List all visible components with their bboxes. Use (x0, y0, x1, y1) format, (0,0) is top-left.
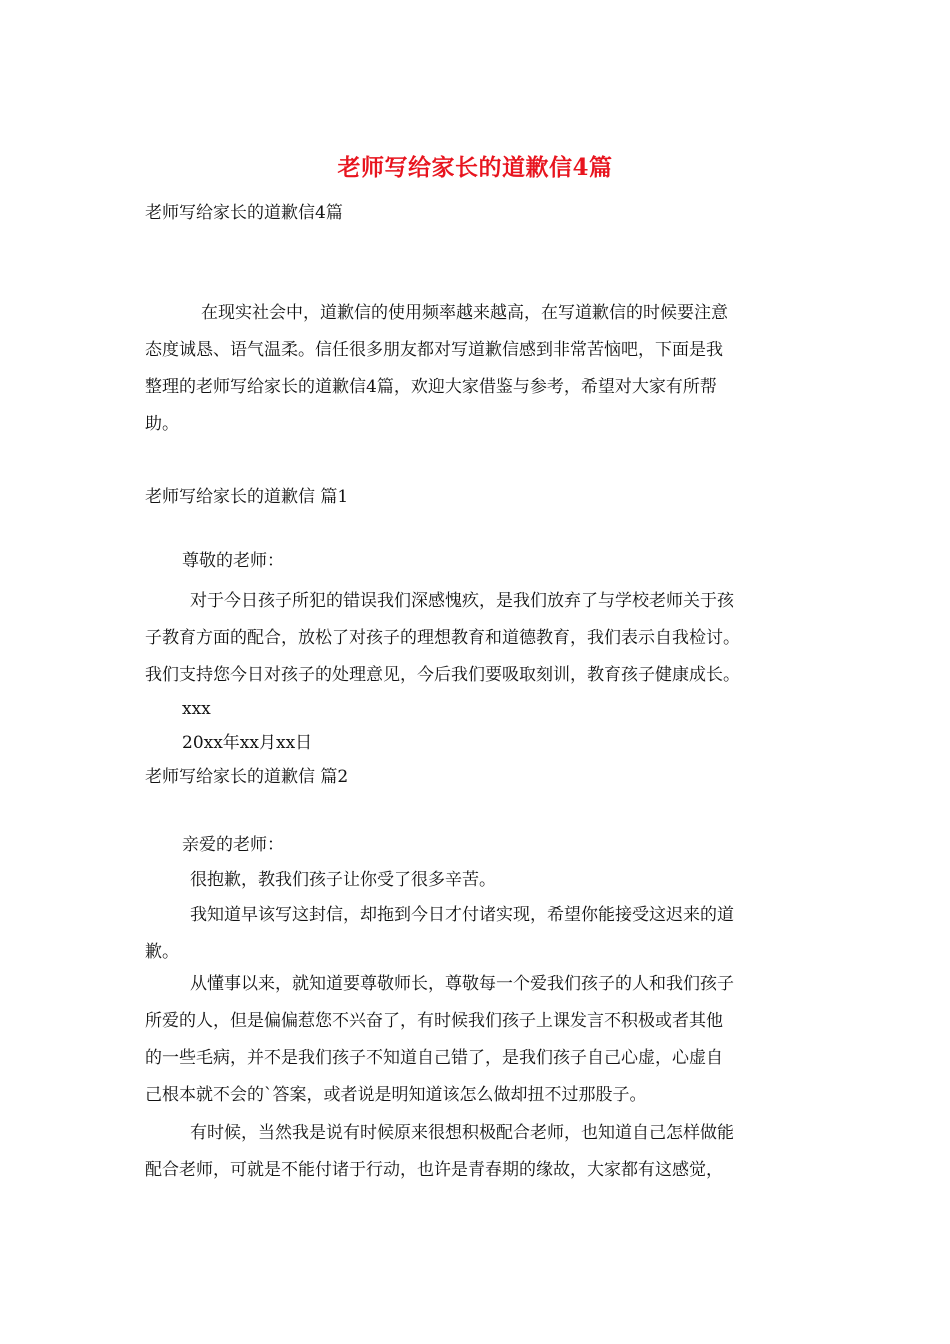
document-title: 老师写给家长的道歉信4篇 (337, 154, 613, 181)
letter1-signature: xxx (182, 699, 211, 719)
letter2-p2-line: 歉。 (145, 942, 179, 962)
letter2-p4-line: 有时候，当然我是说有时候原来很想积极配合老师，也知道自己怎样做能 (190, 1123, 734, 1143)
letter1-salutation: 尊敬的老师： (182, 551, 284, 571)
letter2-heading: 老师写给家长的道歉信 篇2 (145, 767, 349, 787)
letter1-body-line: 子教育方面的配合，放松了对孩子的理想教育和道德教育，我们表示自我检讨。 (145, 628, 740, 648)
letter2-p2-line: 我知道早该写这封信，却拖到今日才付诸实现，希望你能接受这迟来的道 (190, 905, 734, 925)
letter1-heading: 老师写给家长的道歉信 篇1 (145, 487, 349, 507)
intro-line: 整理的老师写给家长的道歉信4篇，欢迎大家借鉴与参考，希望对大家有所帮 (145, 377, 717, 397)
intro-line: 态度诚恳、语气温柔。信任很多朋友都对写道歉信感到非常苦恼吧，下面是我 (145, 340, 723, 360)
intro-paragraph (145, 295, 810, 443)
letter1-body-line: 我们支持您今日对孩子的处理意见，今后我们要吸取刻训，教育孩子健康成长。 (145, 665, 740, 685)
letter2-paragraph-2 (145, 897, 810, 971)
letter2-paragraph-1: 很抱歉，教我们孩子让你受了很多辛苦。 (190, 870, 496, 890)
letter2-p3-line: 从懂事以来，就知道要尊敬师长，尊敬每一个爱我们孩子的人和我们孩子 (190, 974, 734, 994)
document-subtitle: 老师写给家长的道歉信4篇 (145, 203, 343, 223)
letter2-paragraph-4 (145, 1115, 810, 1189)
letter2-p3-line: 所爱的人，但是偏偏惹您不兴奋了，有时候我们孩子上课发言不积极或者其他 (145, 1011, 723, 1031)
letter2-p3-line: 的一些毛病，并不是我们孩子不知道自己错了，是我们孩子自己心虚，心虚自 (145, 1048, 723, 1068)
letter1-body-line: 对于今日孩子所犯的错误我们深感愧疚，是我们放弃了与学校老师关于孩 (190, 591, 734, 611)
intro-line: 助。 (145, 414, 179, 434)
letter2-p3-line: 己根本就不会的`答案，或者说是明知道该怎么做却扭不过那股子。 (145, 1085, 647, 1105)
letter1-date: 20xx年xx月xx日 (182, 733, 313, 753)
letter2-salutation: 亲爱的老师： (182, 835, 284, 855)
letter2-p4-line: 配合老师，可就是不能付诸于行动，也许是青春期的缘故，大家都有这感觉， (145, 1160, 723, 1180)
intro-line: 在现实社会中，道歉信的使用频率越来越高，在写道歉信的时候要注意 (201, 303, 728, 323)
letter1-body (145, 583, 810, 694)
letter2-paragraph-3 (145, 966, 810, 1114)
